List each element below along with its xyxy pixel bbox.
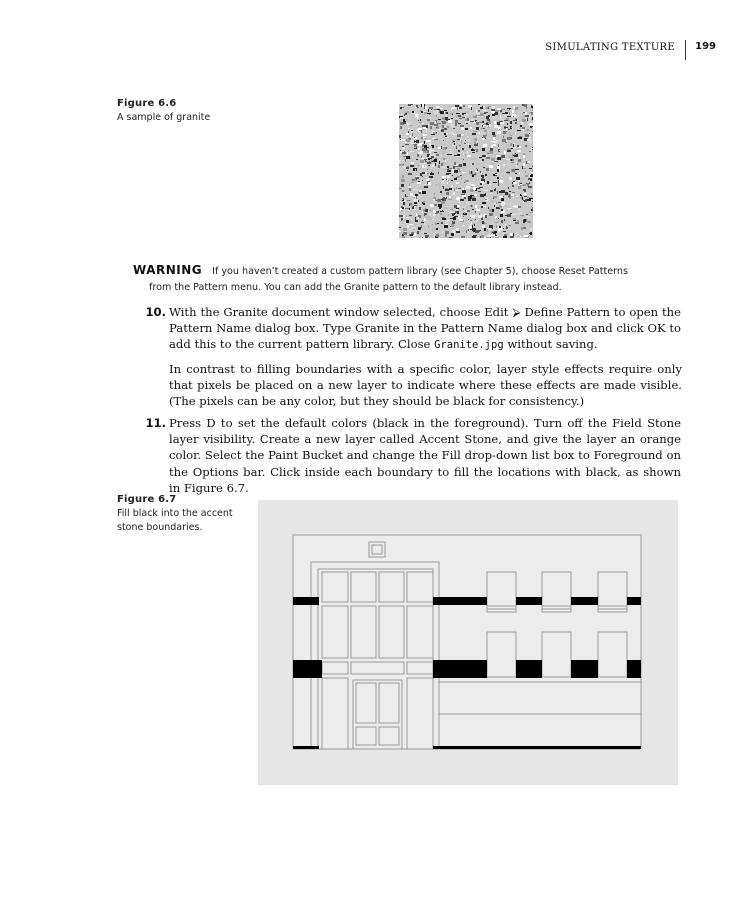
figure-6-7-caption <box>117 493 247 535</box>
step-number: 10. <box>145 305 166 319</box>
granite-sample-image <box>399 104 533 238</box>
warning-text-line2: from the Pattern menu. You can add the Granite pattern to the default library instead. <box>149 282 562 293</box>
running-head-divider <box>685 40 686 60</box>
step-10-text-before: With the Granite document window selected, choose Edit ⮚ Define Pattern to open the Pattern Name dialog box. Type Granite in the Pattern Name dialog box and click OK to add this to the current pattern library. Close <box>169 305 681 352</box>
step-10-text-after: without saving. <box>503 337 598 352</box>
step-number: 11. <box>145 416 166 430</box>
figure-6-6-label: Figure 6.6 <box>117 98 177 109</box>
running-head <box>540 40 720 62</box>
figure-6-7-label: Figure 6.7 <box>117 494 177 505</box>
page-number: 199 <box>695 41 716 52</box>
filename-code: Granite.jpg <box>434 339 504 352</box>
step-11-text: Press D to set the default colors (black in the foreground). Turn off the Field Stone layer visibility. Create a new layer called Accent Stone, and give the layer an orange color. Select the Paint Bucket and change the Fill drop-down list box to Foreground on the Options bar. Click inside each boundary to fill the locations with black, as shown in Figure 6.7. <box>169 416 681 495</box>
running-head-title: SIMULATING TEXTURE <box>545 42 675 53</box>
step-10-text <box>169 304 681 354</box>
warning-label: WARNING <box>133 263 203 277</box>
figure-6-6-caption <box>117 97 257 125</box>
facade-outline <box>293 535 641 749</box>
step-11 <box>142 415 687 495</box>
body-paragraph: In contrast to filling boundaries with a specific color, layer style effects require only that pixels be placed on a new layer to indicate where these effects are made visible. (The pixels can be any color, but they should be black for consistency.) <box>169 362 682 409</box>
facade-drawing <box>258 500 678 785</box>
figure-6-7-image <box>258 500 678 785</box>
figure-6-7-caption-text: Fill black into the accent stone boundaries. <box>117 508 233 533</box>
warning-text-line1: If you haven’t created a custom pattern library (see Chapter 5), choose Reset Patterns <box>212 266 629 277</box>
warning-note <box>133 262 678 296</box>
step-10 <box>142 304 687 356</box>
figure-6-6-caption-text: A sample of granite <box>117 112 211 123</box>
granite-texture <box>399 104 533 238</box>
